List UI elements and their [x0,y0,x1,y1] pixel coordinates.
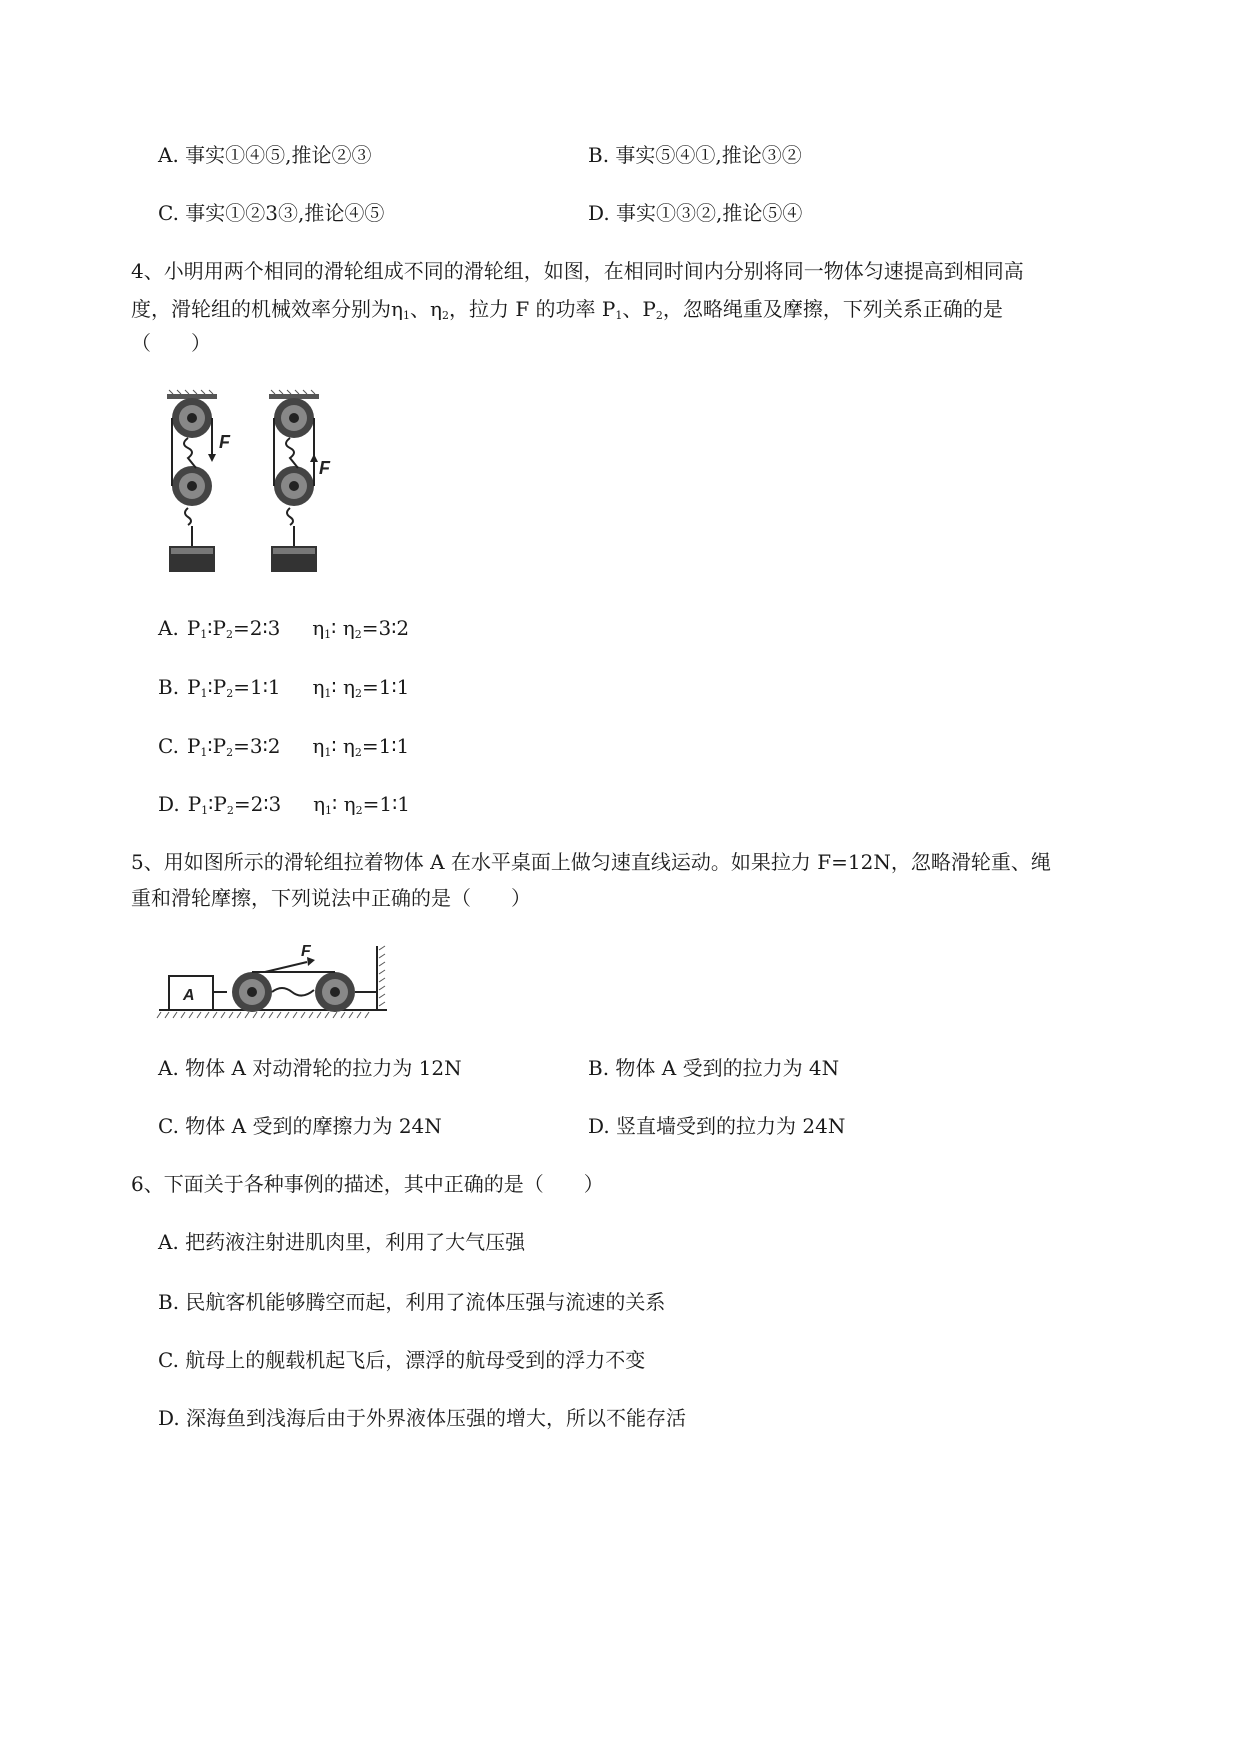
q4-option: D. $P_1∶P_2=2∶3$ $\eta_1∶$ $\eta_2=1∶1$ [158,792,411,817]
q5-option-b: B. 物体 A 受到的拉力为 4N [588,1056,840,1080]
q5-force-label: F [301,943,311,960]
q6-option-c: C. 航母上的舰载机起飞后，漂浮的航母受到的浮力不变 [158,1348,646,1372]
q4-stem-line1: 4、小明用两个相同的滑轮组成不同的滑轮组，如图，在相同时间内分别将同一物体匀速提高到相同高 [131,259,1024,283]
q4-force-label-right: F [319,458,330,478]
q3-option-d: D. 事实①③②,推论⑤④ [588,201,803,225]
q3-option-a: A. 事实①④⑤,推论②③ [158,143,372,167]
q5-stem-line1: 5、用如图所示的滑轮组拉着物体 A 在水平桌面上做匀速直线运动。如果拉力 F=12N，忽略滑轮重、绳 [131,850,1051,874]
left-pulley-system [167,390,231,572]
q6-option-d: D. 深海鱼到浅海后由于外界液体压强的增大，所以不能存活 [158,1406,687,1430]
q5-option-d: D. 竖直墙受到的拉力为 24N [588,1114,846,1138]
q5-stem-line2: 重和滑轮摩擦，下列说法中正确的是（ ） [131,886,531,910]
q6-option-a: A. 把药液注射进肌肉里，利用了大气压强 [158,1230,526,1254]
q4-option: C. $P_1∶P_2=3∶2$ $\eta_1∶$ $\eta_2=1∶1$ [158,734,410,759]
q3-option-b: B. 事实⑤④①,推论③② [588,143,802,167]
q4-stem-line3: （ ） [131,331,211,355]
q4-option: B. $P_1∶P_2=1∶1$ $\eta_1∶$ $\eta_2=1∶1$ [158,675,410,700]
q4-stem-line2: 度，滑轮组的机械效率分别为$\eta_1$、$\eta_2$，拉力 F 的功率 $P_1$、$P_2$，忽略绳重及摩擦，下列关系正确的是 [131,297,1003,322]
q5-option-a: A. 物体 A 对动滑轮的拉力为 12N [158,1056,462,1080]
right-pulley-system [269,390,331,572]
q6-stem: 6、下面关于各种事例的描述，其中正确的是（ ） [131,1172,604,1196]
q5-option-c: C. 物体 A 受到的摩擦力为 24N [158,1114,442,1138]
q4-option: A. $P_1∶P_2=2∶3$ $\eta_1∶$ $\eta_2=3∶2$ [158,616,410,641]
q5-pulley-figure [155,942,395,1024]
q6-option-b: B. 民航客机能够腾空而起，利用了流体压强与流速的关系 [158,1290,666,1314]
q5-block-label: A [183,987,195,1004]
q4-force-label-left: F [219,432,230,452]
q3-option-c: C. 事实①②3③,推论④⑤ [158,201,385,225]
q4-pulley-figure [155,388,345,578]
